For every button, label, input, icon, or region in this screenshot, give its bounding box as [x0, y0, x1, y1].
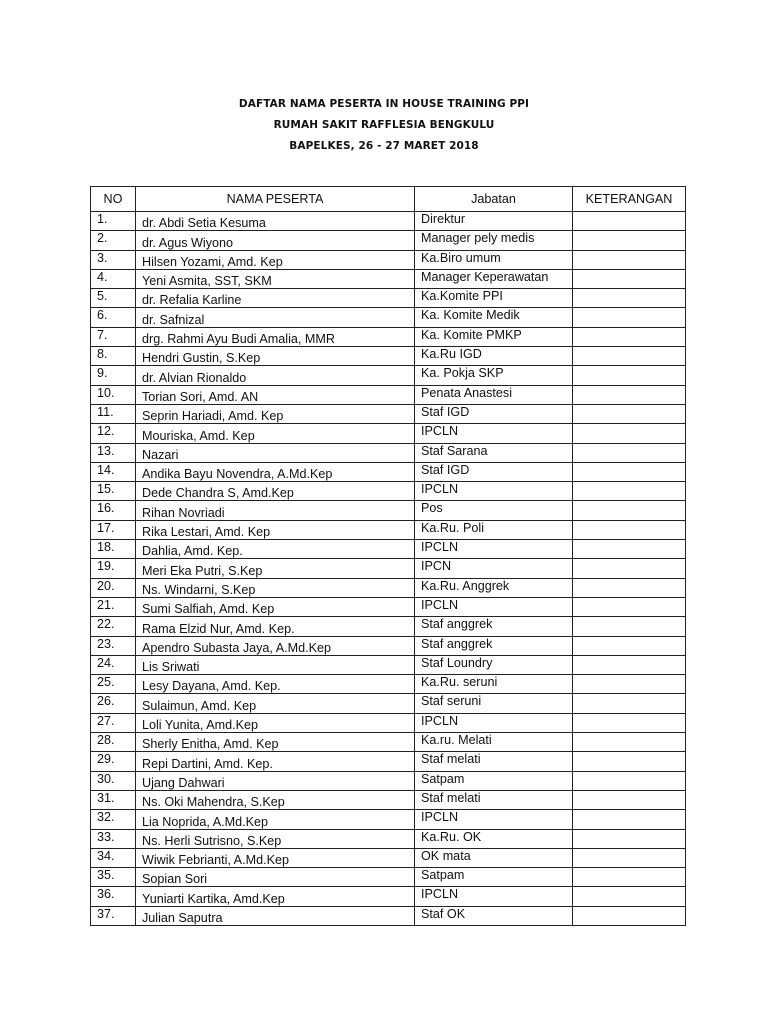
row-number: 19.: [91, 559, 136, 578]
participant-position: Ka.ru. Melati: [415, 733, 573, 752]
table-header-row: [91, 187, 686, 212]
participant-name: Sopian Sori: [136, 868, 415, 887]
participant-remark: [573, 289, 686, 308]
row-number: 10.: [91, 385, 136, 404]
participant-name: Rihan Novriadi: [136, 501, 415, 520]
row-number: 30.: [91, 771, 136, 790]
row-number: 29.: [91, 752, 136, 771]
row-number: 18.: [91, 540, 136, 559]
row-number: 32.: [91, 810, 136, 829]
row-number: 20.: [91, 578, 136, 597]
participant-position: IPCLN: [415, 424, 573, 443]
participant-name: Yuniarti Kartika, Amd.Kep: [136, 887, 415, 906]
row-number: 13.: [91, 443, 136, 462]
participant-remark: [573, 771, 686, 790]
header-keterangan: KETERANGAN: [573, 187, 686, 212]
participant-name: Lia Noprida, A.Md.Kep: [136, 810, 415, 829]
participant-position: Ka.Ru. Poli: [415, 520, 573, 539]
participant-remark: [573, 597, 686, 616]
participant-remark: [573, 713, 686, 732]
row-number: 28.: [91, 733, 136, 752]
participant-remark: [573, 636, 686, 655]
table-row: [91, 868, 686, 887]
participant-remark: [573, 404, 686, 423]
participant-position: IPCLN: [415, 482, 573, 501]
row-number: 6.: [91, 308, 136, 327]
participant-remark: [573, 520, 686, 539]
row-number: 4.: [91, 269, 136, 288]
participant-name: dr. Safnizal: [136, 308, 415, 327]
participant-position: Staf seruni: [415, 694, 573, 713]
participant-position: Staf anggrek: [415, 617, 573, 636]
table-row: [91, 636, 686, 655]
table-row: [91, 617, 686, 636]
participant-name: Yeni Asmita, SST, SKM: [136, 269, 415, 288]
row-number: 8.: [91, 347, 136, 366]
participant-name: drg. Rahmi Ayu Budi Amalia, MMR: [136, 327, 415, 346]
row-number: 11.: [91, 404, 136, 423]
participant-name: Ujang Dahwari: [136, 771, 415, 790]
table-row: [91, 578, 686, 597]
participant-position: Ka.Biro umum: [415, 250, 573, 269]
participant-position: Manager pely medis: [415, 231, 573, 250]
participant-name: dr. Agus Wiyono: [136, 231, 415, 250]
participant-position: Ka.Ru. seruni: [415, 675, 573, 694]
row-number: 33.: [91, 829, 136, 848]
row-number: 36.: [91, 887, 136, 906]
table-row: [91, 212, 686, 231]
row-number: 1.: [91, 212, 136, 231]
table-row: [91, 231, 686, 250]
table-row: [91, 771, 686, 790]
participant-position: IPCN: [415, 559, 573, 578]
table-row: [91, 250, 686, 269]
row-number: 12.: [91, 424, 136, 443]
participant-name: Seprin Hariadi, Amd. Kep: [136, 404, 415, 423]
participant-remark: [573, 810, 686, 829]
participant-remark: [573, 501, 686, 520]
participant-name: Loli Yunita, Amd.Kep: [136, 713, 415, 732]
participant-name: Nazari: [136, 443, 415, 462]
table-row: [91, 520, 686, 539]
participant-remark: [573, 269, 686, 288]
document-heading: [0, 94, 768, 157]
participant-position: Ka. Komite Medik: [415, 308, 573, 327]
table-row: [91, 501, 686, 520]
participant-position: Ka.Ru. OK: [415, 829, 573, 848]
participant-position: Satpam: [415, 771, 573, 790]
participant-name: Mouriska, Amd. Kep: [136, 424, 415, 443]
participant-name: dr. Alvian Rionaldo: [136, 366, 415, 385]
participant-name: Dahlia, Amd. Kep.: [136, 540, 415, 559]
row-number: 15.: [91, 482, 136, 501]
participant-remark: [573, 366, 686, 385]
participant-name: Ns. Herli Sutrisno, S.Kep: [136, 829, 415, 848]
participant-name: Lis Sriwati: [136, 655, 415, 674]
table-row: [91, 559, 686, 578]
participant-name: Sumi Salfiah, Amd. Kep: [136, 597, 415, 616]
table-row: [91, 752, 686, 771]
participant-remark: [573, 733, 686, 752]
table-row: [91, 366, 686, 385]
participant-position: IPCLN: [415, 810, 573, 829]
table-row: [91, 848, 686, 867]
participant-remark: [573, 790, 686, 809]
title-line-2: RUMAH SAKIT RAFFLESIA BENGKULU: [273, 119, 495, 131]
participant-position: IPCLN: [415, 597, 573, 616]
participant-name: Hendri Gustin, S.Kep: [136, 347, 415, 366]
row-number: 22.: [91, 617, 136, 636]
row-number: 34.: [91, 848, 136, 867]
participant-position: Staf Loundry: [415, 655, 573, 674]
participant-remark: [573, 559, 686, 578]
table-row: [91, 790, 686, 809]
row-number: 27.: [91, 713, 136, 732]
row-number: 2.: [91, 231, 136, 250]
participant-table: [90, 186, 686, 926]
table-row: [91, 482, 686, 501]
participant-remark: [573, 443, 686, 462]
table-row: [91, 404, 686, 423]
header-jabatan: Jabatan: [415, 187, 573, 212]
participant-position: Penata Anastesi: [415, 385, 573, 404]
participant-remark: [573, 655, 686, 674]
row-number: 26.: [91, 694, 136, 713]
row-number: 3.: [91, 250, 136, 269]
participant-name: Torian Sori, Amd. AN: [136, 385, 415, 404]
title-line-1: DAFTAR NAMA PESERTA IN HOUSE TRAINING PPI: [238, 98, 530, 110]
table-row: [91, 675, 686, 694]
participant-name: Hilsen Yozami, Amd. Kep: [136, 250, 415, 269]
participant-position: Manager Keperawatan: [415, 269, 573, 288]
participant-name: dr. Refalia Karline: [136, 289, 415, 308]
participant-position: Staf IGD: [415, 404, 573, 423]
table-row: [91, 713, 686, 732]
participant-remark: [573, 424, 686, 443]
participant-position: Staf Sarana: [415, 443, 573, 462]
participant-remark: [573, 308, 686, 327]
participant-remark: [573, 848, 686, 867]
participant-name: Ns. Oki Mahendra, S.Kep: [136, 790, 415, 809]
title-line-3: BAPELKES, 26 - 27 MARET 2018: [289, 140, 479, 152]
participant-remark: [573, 906, 686, 925]
table-row: [91, 424, 686, 443]
participant-name: Ns. Windarni, S.Kep: [136, 578, 415, 597]
participant-name: Sherly Enitha, Amd. Kep: [136, 733, 415, 752]
table-row: [91, 906, 686, 925]
participant-position: Ka. Komite PMKP: [415, 327, 573, 346]
participant-position: Satpam: [415, 868, 573, 887]
participant-name: Sulaimun, Amd. Kep: [136, 694, 415, 713]
participant-name: Apendro Subasta Jaya, A.Md.Kep: [136, 636, 415, 655]
table-row: [91, 829, 686, 848]
participant-remark: [573, 752, 686, 771]
participant-remark: [573, 887, 686, 906]
table-row: [91, 694, 686, 713]
row-number: 25.: [91, 675, 136, 694]
table-row: [91, 810, 686, 829]
participant-remark: [573, 868, 686, 887]
participant-remark: [573, 462, 686, 481]
table-row: [91, 385, 686, 404]
row-number: 23.: [91, 636, 136, 655]
participant-remark: [573, 578, 686, 597]
row-number: 14.: [91, 462, 136, 481]
participant-position: OK mata: [415, 848, 573, 867]
participant-remark: [573, 250, 686, 269]
participant-position: Ka.Komite PPI: [415, 289, 573, 308]
participant-remark: [573, 347, 686, 366]
participant-name: Dede Chandra S, Amd.Kep: [136, 482, 415, 501]
participant-position: Staf anggrek: [415, 636, 573, 655]
participant-name: Wiwik Febrianti, A.Md.Kep: [136, 848, 415, 867]
row-number: 35.: [91, 868, 136, 887]
participant-remark: [573, 212, 686, 231]
header-nama-peserta: NAMA PESERTA: [136, 187, 415, 212]
table-row: [91, 540, 686, 559]
row-number: 31.: [91, 790, 136, 809]
participant-position: Staf IGD: [415, 462, 573, 481]
row-number: 9.: [91, 366, 136, 385]
participant-name: Julian Saputra: [136, 906, 415, 925]
row-number: 17.: [91, 520, 136, 539]
participant-remark: [573, 675, 686, 694]
row-number: 16.: [91, 501, 136, 520]
row-number: 37.: [91, 906, 136, 925]
participant-remark: [573, 617, 686, 636]
header-no: NO: [91, 187, 136, 212]
participant-position: IPCLN: [415, 887, 573, 906]
table-row: [91, 327, 686, 346]
table-row: [91, 462, 686, 481]
participant-position: IPCLN: [415, 540, 573, 559]
table-row: [91, 347, 686, 366]
participant-position: Ka.Ru. Anggrek: [415, 578, 573, 597]
participant-name: Repi Dartini, Amd. Kep.: [136, 752, 415, 771]
participant-remark: [573, 540, 686, 559]
participant-position: Staf OK: [415, 906, 573, 925]
participant-remark: [573, 694, 686, 713]
table-row: [91, 289, 686, 308]
row-number: 24.: [91, 655, 136, 674]
participant-remark: [573, 231, 686, 250]
participant-position: IPCLN: [415, 713, 573, 732]
row-number: 21.: [91, 597, 136, 616]
row-number: 7.: [91, 327, 136, 346]
participant-position: Pos: [415, 501, 573, 520]
participant-position: Staf melati: [415, 790, 573, 809]
participant-remark: [573, 385, 686, 404]
participant-name: dr. Abdi Setia Kesuma: [136, 212, 415, 231]
table-row: [91, 597, 686, 616]
participant-name: Lesy Dayana, Amd. Kep.: [136, 675, 415, 694]
participant-name: Rika Lestari, Amd. Kep: [136, 520, 415, 539]
row-number: 5.: [91, 289, 136, 308]
participant-position: Staf melati: [415, 752, 573, 771]
participant-position: Ka.Ru IGD: [415, 347, 573, 366]
table-row: [91, 269, 686, 288]
table-body: [91, 212, 686, 926]
participant-position: Ka. Pokja SKP: [415, 366, 573, 385]
participant-remark: [573, 482, 686, 501]
table-row: [91, 308, 686, 327]
table-row: [91, 733, 686, 752]
table-row: [91, 655, 686, 674]
participant-position: Direktur: [415, 212, 573, 231]
participant-remark: [573, 829, 686, 848]
participant-name: Meri Eka Putri, S.Kep: [136, 559, 415, 578]
table-row: [91, 443, 686, 462]
table-row: [91, 887, 686, 906]
participant-name: Rama Elzid Nur, Amd. Kep.: [136, 617, 415, 636]
participant-name: Andika Bayu Novendra, A.Md.Kep: [136, 462, 415, 481]
participant-remark: [573, 327, 686, 346]
